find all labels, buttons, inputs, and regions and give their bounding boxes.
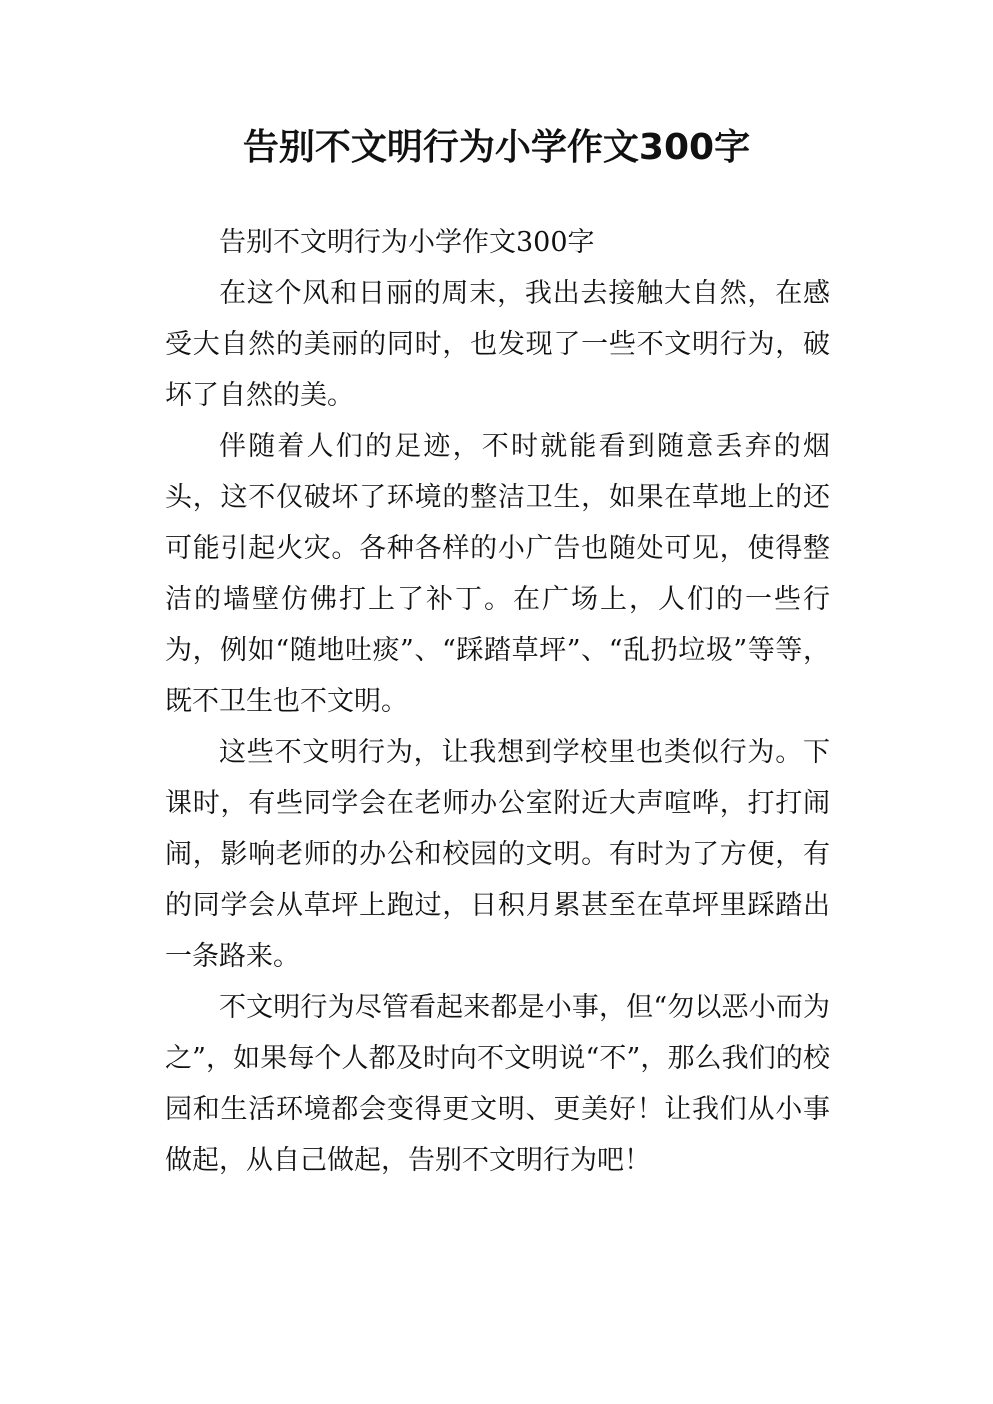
paragraph-3: 这些不文明行为，让我想到学校里也类似行为。下课时，有些同学会在老师办公室附近大声喧哗，打打闹闹，影响老师的办公和校园的文明。有时为了方便，有的同学会从草坪上跑过，日积月累甚至在草坪里踩踏出一条路来。: [165, 737, 830, 972]
document-body: [165, 217, 830, 1186]
paragraph-1: 在这个风和日丽的周末，我出去接触大自然，在感受大自然的美丽的同时，也发现了一些不文明行为，破坏了自然的美。: [165, 278, 830, 411]
paragraph-4: 不文明行为尽管看起来都是小事，但“勿以恶小而为之”，如果每个人都及时向不文明说“不”，那么我们的校园和生活环境都会变得更文明、更美好！让我们从小事做起，从自己做起，告别不文明行为吧！: [165, 992, 830, 1176]
page-title: 告别不文明行为小学作文300字: [242, 127, 751, 168]
paragraph-subtitle: 告别不文明行为小学作文300字: [219, 227, 595, 258]
paragraph-2: 伴随着人们的足迹，不时就能看到随意丢弃的烟头，这不仅破坏了环境的整洁卫生，如果在草地上的还可能引起火灾。各种各样的小广告也随处可见，使得整洁的墙壁仿佛打上了补丁。在广场上，人们的一些行为，例如“随地吐痰”、“踩踏草坪”、“乱扔垃圾”等等，既不卫生也不文明。: [165, 431, 830, 717]
